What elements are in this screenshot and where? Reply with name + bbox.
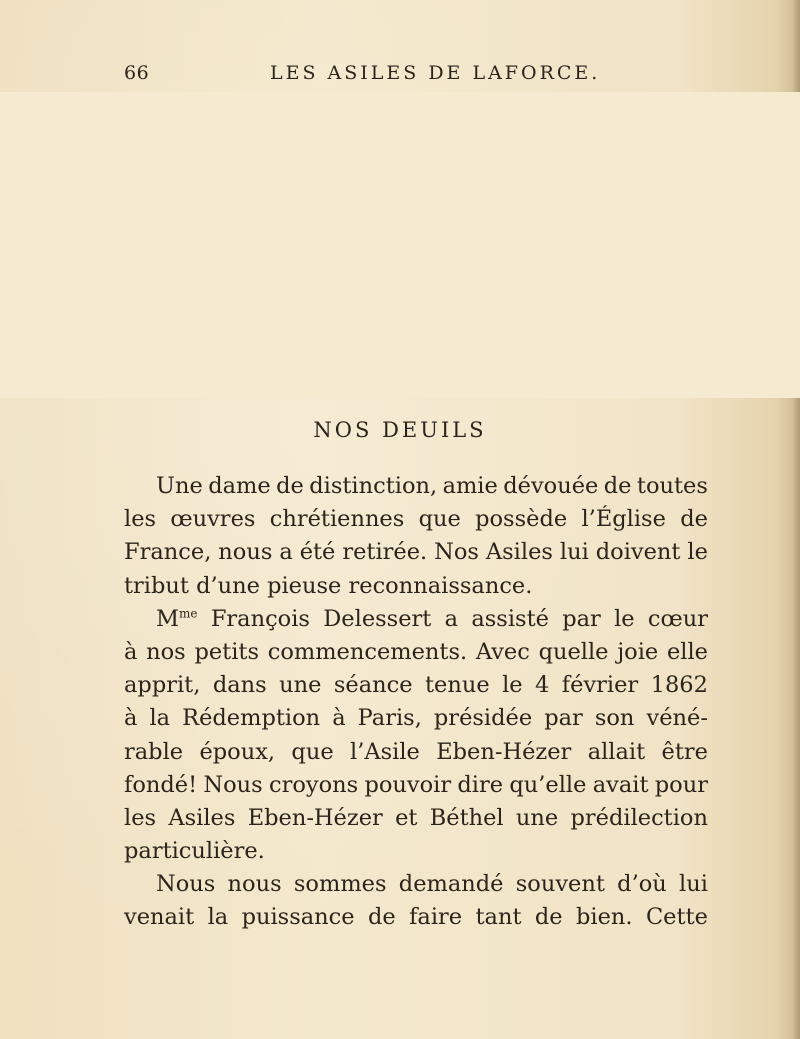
word: de <box>367 904 396 931</box>
word: Béthel <box>429 804 504 831</box>
word: Asiles <box>168 804 236 831</box>
text-line <box>124 470 708 503</box>
running-header <box>0 62 800 92</box>
word: lui <box>559 539 589 566</box>
word: joie <box>617 638 659 665</box>
text-line <box>124 669 708 702</box>
word: le <box>687 539 708 566</box>
text-line <box>124 636 708 669</box>
word: Nos <box>434 539 479 566</box>
word: par <box>562 605 601 632</box>
word: tant <box>475 904 522 931</box>
text-line <box>124 868 708 901</box>
word: de <box>680 506 708 533</box>
word: Paris, <box>357 705 422 732</box>
word: nous <box>218 539 273 566</box>
word: le <box>614 605 635 632</box>
text-line <box>124 603 708 636</box>
blank-region <box>0 92 800 398</box>
word: Nous <box>156 871 216 898</box>
word: pouvoir <box>364 771 452 798</box>
word: doivent <box>595 539 681 566</box>
word: la <box>149 705 171 732</box>
word: quelle <box>538 638 609 665</box>
text-line: particulière. <box>124 838 265 865</box>
word: son <box>594 705 635 732</box>
word: amie <box>442 473 498 499</box>
text-line <box>124 769 708 802</box>
word: apprit, <box>124 672 201 699</box>
word: croyons <box>268 771 359 798</box>
word: Rédemption <box>182 705 321 732</box>
section-title: NOS DEUILS <box>313 418 487 442</box>
word: être <box>661 738 708 765</box>
text-line <box>124 702 708 735</box>
word: Asiles <box>485 539 553 566</box>
word: rable <box>124 738 184 765</box>
word: tenue <box>424 672 490 699</box>
text-line: tribut d’une pieuse reconnaissance. <box>124 572 533 599</box>
word: dévouée <box>503 473 599 499</box>
word: à <box>124 638 138 665</box>
word: une <box>279 672 322 699</box>
word: la <box>207 904 229 931</box>
word: le <box>502 672 523 699</box>
word: de <box>276 473 304 499</box>
word: François <box>210 605 310 632</box>
word: cœur <box>647 605 708 632</box>
word: Avec <box>475 638 530 665</box>
word: 1862 <box>650 672 708 699</box>
word: Eben-Hézer <box>436 738 572 765</box>
word: assisté <box>471 605 549 632</box>
word: avait <box>592 771 649 798</box>
word: séance <box>333 672 413 699</box>
word: Eben-Hézer <box>247 804 383 831</box>
word: été <box>299 539 336 566</box>
word: les <box>124 804 157 831</box>
word: que <box>418 506 461 533</box>
page-number: 66 <box>124 62 150 84</box>
word: époux, <box>199 738 276 765</box>
word: $M^{me}$ <box>156 605 198 632</box>
word: Delessert <box>323 605 432 632</box>
word: à <box>124 705 138 732</box>
word: a <box>279 539 293 566</box>
word: distinction, <box>309 473 438 499</box>
word: sommes <box>293 871 387 898</box>
word: présidée <box>433 705 533 732</box>
word: retirée. <box>342 539 428 566</box>
word: possède <box>475 506 568 533</box>
text-line <box>124 901 708 934</box>
word: Une <box>156 473 203 499</box>
word: France, <box>124 539 212 566</box>
word: nos <box>146 638 186 665</box>
body-text <box>124 470 708 935</box>
word: à <box>332 705 346 732</box>
word: par <box>544 705 583 732</box>
text-line <box>124 802 708 835</box>
word: elle <box>666 638 708 665</box>
word: lui <box>679 871 708 898</box>
word: œuvres <box>170 506 256 533</box>
word: l’Église <box>581 506 666 533</box>
word: prédilection <box>570 804 708 831</box>
word: faire <box>409 904 463 931</box>
word: de <box>603 473 632 499</box>
word: Nous <box>203 771 263 798</box>
word: dame <box>208 473 271 499</box>
word: chrétiennes <box>269 506 405 533</box>
word: 4 <box>535 672 550 699</box>
word: véné- <box>646 705 708 732</box>
word: fondé! <box>124 771 198 798</box>
word: bien. <box>576 904 633 931</box>
text-line <box>124 503 708 536</box>
word: une <box>515 804 559 831</box>
word: dire <box>457 771 504 798</box>
word: demandé <box>398 871 504 898</box>
word: Cette <box>645 904 708 931</box>
running-title: LES ASILES DE LAFORCE. <box>270 62 601 84</box>
word: que <box>291 738 334 765</box>
word: venait <box>124 904 195 931</box>
word: de <box>534 904 563 931</box>
word: qu’elle <box>509 771 587 798</box>
word: souvent <box>515 871 605 898</box>
word: dans <box>212 672 267 699</box>
text-line <box>124 536 708 569</box>
word: les <box>124 506 157 533</box>
word: allait <box>587 738 646 765</box>
word: puissance <box>241 904 355 931</box>
word: commencements. <box>267 638 468 665</box>
text-line <box>124 736 708 769</box>
word: a <box>444 605 459 632</box>
word: nous <box>227 871 282 898</box>
word: toutes <box>636 473 708 499</box>
word: et <box>395 804 418 831</box>
word: pour <box>654 771 708 798</box>
word: d’où <box>617 871 667 898</box>
word: février <box>561 672 639 699</box>
word: l’Asile <box>350 738 420 765</box>
word: petits <box>194 638 259 665</box>
